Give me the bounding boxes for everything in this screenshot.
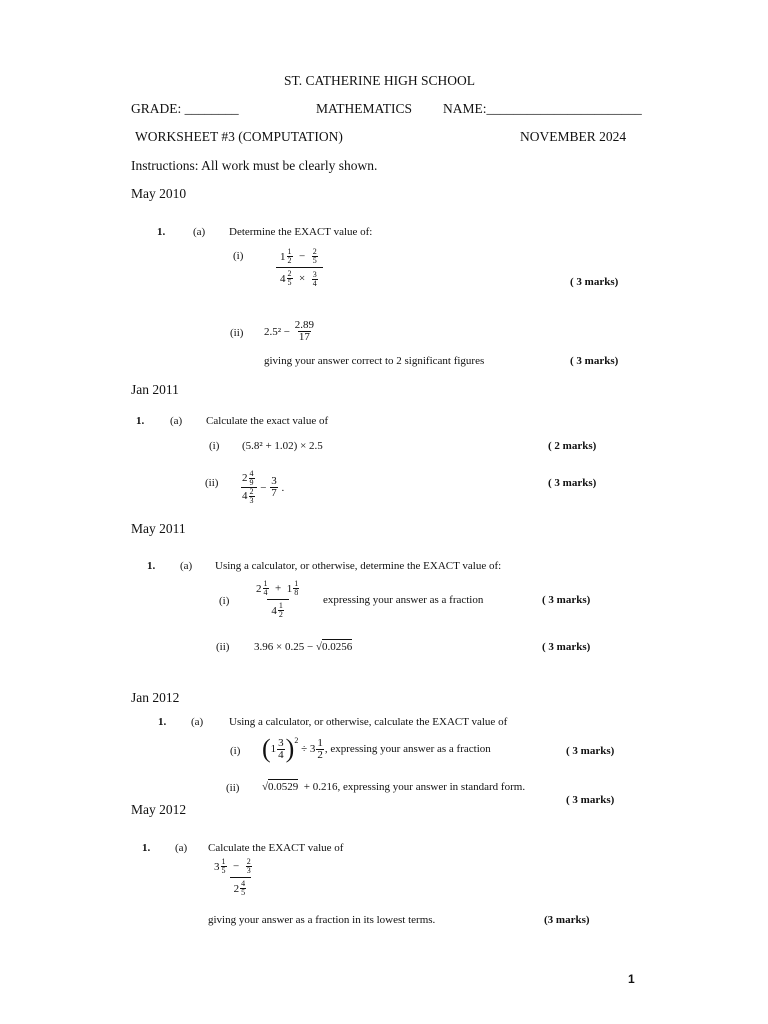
question-number: 1. — [136, 415, 145, 427]
section-title-may-2012: May 2012 — [131, 802, 187, 817]
question-prompt: Determine the EXACT value of: — [229, 226, 373, 238]
marks-label: ( 3 marks) — [570, 276, 619, 288]
answer-instruction: expressing your answer as a fraction — [323, 594, 484, 606]
section-title-jan-2012: Jan 2012 — [131, 690, 180, 705]
section-title-may-2010: May 2010 — [131, 186, 187, 201]
math-expression: 2 $\frac{1}{4}$ + 1 $\frac{1}{8}$ 4 $\frac{1}{2}$ — [256, 579, 299, 619]
worksheet-title: WORKSHEET #3 (COMPUTATION) — [135, 129, 343, 144]
subpart-ii-label: (ii) — [205, 477, 219, 489]
marks-label: ( 3 marks) — [542, 594, 591, 606]
marks-label: ( 2 marks) — [548, 440, 597, 452]
math-expression: 1 $\frac{1}{2}$ − $\frac{2}{5}$ 4 $\frac{2}{5}$ × $\frac{3}{4}$ — [276, 248, 323, 288]
marks-label: (3 marks) — [544, 914, 590, 926]
subpart-ii-label: (ii) — [226, 782, 240, 794]
math-expression: ( 1 $\frac{3}{4}$ ) 2 ÷ 3 $\frac{1}{2}$ , expressing your answer as a fraction — [262, 734, 491, 763]
marks-label: ( 3 marks) — [542, 641, 591, 653]
school-name: ST. CATHERINE HIGH SCHOOL — [284, 73, 475, 88]
marks-label: ( 3 marks) — [566, 794, 615, 806]
page-number: 1 — [628, 972, 635, 986]
section-title-may-2011: May 2011 — [131, 521, 186, 536]
question-number: 1. — [147, 560, 156, 572]
marks-label: ( 3 marks) — [566, 745, 615, 757]
math-expression: 2.5² − $\frac{2.89}{17}$ — [264, 319, 315, 343]
subpart-i-label: (i) — [209, 440, 220, 452]
section-title-jan-2011: Jan 2011 — [131, 382, 179, 397]
answer-instruction: giving your answer correct to 2 significant figures — [264, 355, 485, 367]
subpart-ii-label: (ii) — [230, 327, 244, 339]
question-prompt: Calculate the EXACT value of — [208, 842, 344, 854]
question-prompt: Using a calculator, or otherwise, calculate the EXACT value of — [229, 716, 508, 728]
grade-field-label: GRADE: ________ — [131, 101, 239, 116]
subpart-i-label: (i) — [219, 595, 230, 607]
question-number: 1. — [158, 716, 167, 728]
question-part: (a) — [191, 716, 204, 728]
math-expression: (5.8² + 1.02) × 2.5 — [242, 440, 323, 452]
question-prompt: Using a calculator, or otherwise, determine the EXACT value of: — [215, 560, 502, 572]
subpart-i-label: (i) — [233, 250, 244, 262]
math-expression: 3 $\frac{1}{5}$ − $\frac{2}{3}$ 2 $\frac{4}{5}$ — [214, 857, 251, 898]
subpart-i-label: (i) — [230, 745, 241, 757]
instructions: Instructions: All work must be clearly shown. — [131, 158, 378, 173]
math-expression: 2 $\frac{4}{9}$ 4 $\frac{2}{3}$ − $\frac{3}{7}$ . — [242, 469, 285, 505]
math-expression: √0.0529 + 0.216, expressing your answer in standard form. — [262, 781, 526, 793]
question-number: 1. — [157, 226, 166, 238]
math-expression: 3.96 × 0.25 − √0.0256 — [254, 641, 353, 653]
answer-instruction: giving your answer as a fraction in its lowest terms. — [208, 914, 436, 926]
question-number: 1. — [142, 842, 151, 854]
question-prompt: Calculate the exact value of — [206, 415, 329, 427]
marks-label: ( 3 marks) — [548, 477, 597, 489]
subpart-ii-label: (ii) — [216, 641, 230, 653]
question-part: (a) — [170, 415, 183, 427]
marks-label: ( 3 marks) — [570, 355, 619, 367]
question-part: (a) — [175, 842, 188, 854]
name-field-label: NAME:_______________________ — [443, 101, 642, 116]
question-part: (a) — [180, 560, 193, 572]
question-part: (a) — [193, 226, 206, 238]
subject-label: MATHEMATICS — [316, 101, 413, 116]
worksheet-date: NOVEMBER 2024 — [520, 129, 627, 144]
